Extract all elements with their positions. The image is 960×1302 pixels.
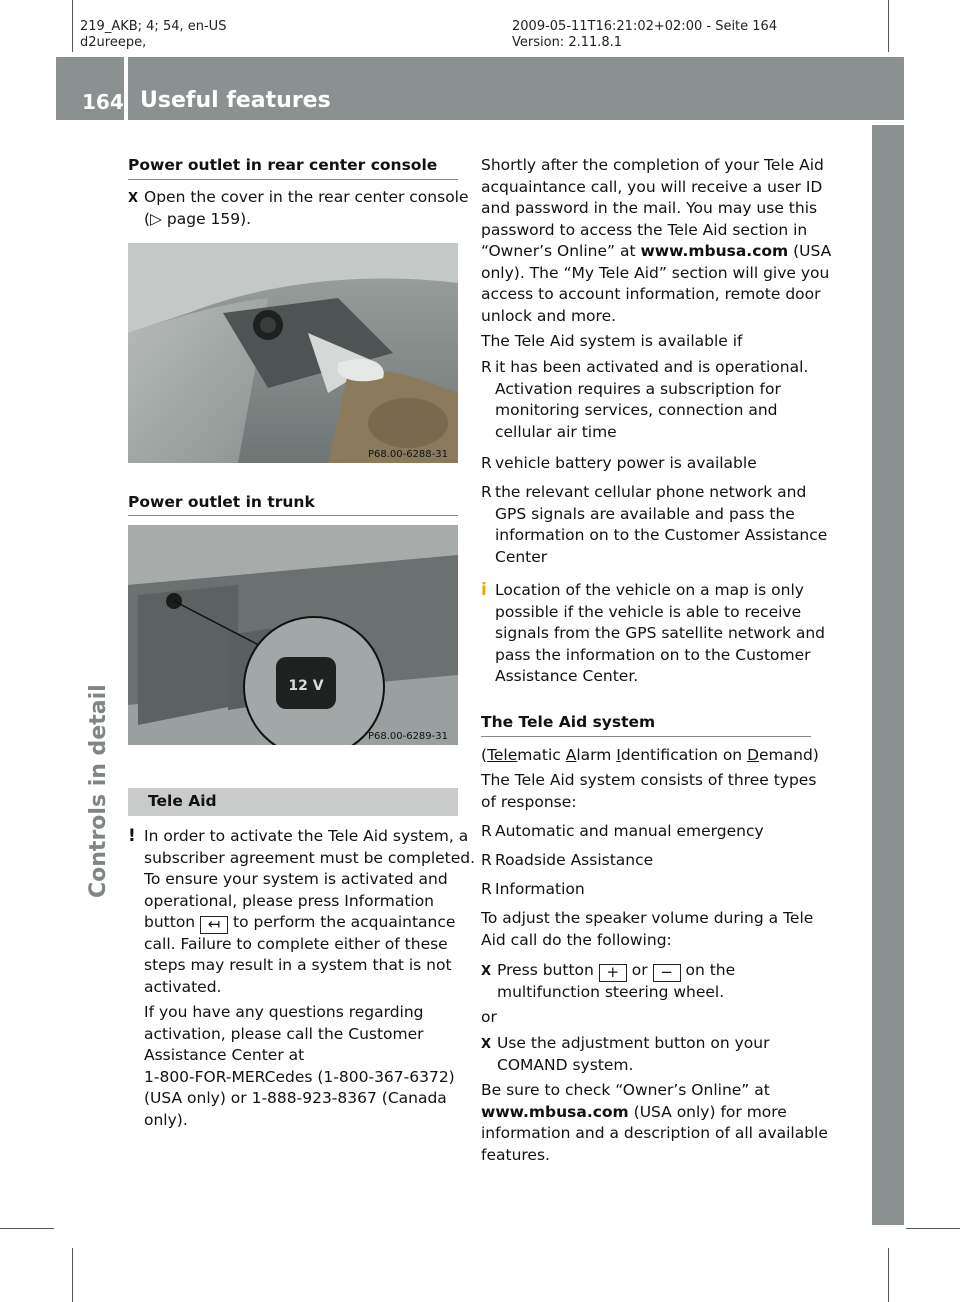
volume-up-icon: + [599, 964, 627, 982]
warning-note [128, 826, 476, 1146]
heading-rear-outlet: Power outlet in rear center console [128, 156, 438, 174]
press-text: Press button [497, 961, 594, 979]
bullet-line: information on to the Customer Assistance [495, 526, 828, 544]
consists-line: The Tele Aid system consists of three types [481, 771, 817, 789]
comand-line: COMAND system. [497, 1055, 634, 1074]
intro-line: unlock and more. [481, 306, 617, 325]
questions-line: Assistance Center at [144, 1046, 305, 1064]
step-marker: X [481, 1037, 492, 1052]
questions-line: (USA only) or 1-888-923-8367 (Canada [144, 1089, 447, 1107]
bullet-line: cellular air time [495, 422, 617, 441]
warning-line: activated. [144, 977, 222, 996]
mbusa-link[interactable]: www.mbusa.com [481, 1102, 629, 1121]
response-type: Roadside Assistance [495, 851, 654, 869]
warning-line: To ensure your system is activated and [144, 870, 448, 888]
bullet-line: monitoring services, connection and [495, 401, 778, 419]
trunk-illustration [128, 525, 458, 745]
acronym-part: ( [481, 746, 488, 764]
check-text: (USA only) for more [633, 1102, 787, 1121]
adjust-line: To adjust the speaker volume during a Tele [481, 909, 814, 927]
right-column [481, 155, 832, 695]
bullet-marker: R [481, 483, 492, 501]
chapter-sidebar [872, 125, 904, 1225]
crop-mark [888, 0, 889, 52]
step-marker: X [128, 191, 139, 206]
check-line-url [481, 1102, 787, 1124]
bullet-line: GPS signals are available and pass the [495, 504, 795, 523]
meta-line: Version: 2.11.8.1 [512, 35, 623, 50]
available-if: The Tele Aid system is available if [481, 332, 743, 350]
press-button-line [497, 960, 735, 982]
info-icon: i [481, 580, 487, 600]
press-text: multifunction steering wheel. [497, 982, 725, 1001]
warning-text: button [144, 913, 196, 931]
comand-line: Use the adjustment button on your [497, 1034, 770, 1052]
consists-line: of response: [481, 792, 577, 811]
chapter-title: Controls in detail [86, 684, 111, 898]
response-type: Automatic and manual emergency [495, 822, 764, 840]
intro-line-url [481, 241, 831, 263]
print-meta-left [80, 19, 226, 51]
heading-trunk-outlet: Power outlet in trunk [128, 493, 315, 511]
photo-code: P68.00-6288-31 [367, 449, 448, 460]
warning-line: call. Failure to complete either of these [144, 934, 448, 953]
info-line: pass the information on to the Customer [495, 645, 811, 664]
section-title: Useful features [140, 88, 331, 113]
trunk-photo [128, 525, 458, 745]
heading-rule [128, 515, 458, 516]
or-text: or [481, 1008, 497, 1026]
phone-number: 1-800-FOR-MERCedes (1-800-367-6372) [144, 1067, 455, 1086]
heading-rule [481, 736, 811, 737]
heading-teleaid-system: The Tele Aid system [481, 713, 656, 731]
teleaid-system-body [481, 745, 828, 1165]
bullet-marker: R [481, 822, 492, 840]
heading-teleaid: Tele Aid [148, 792, 217, 810]
step-marker: X [481, 964, 492, 979]
volume-down-icon: − [653, 964, 681, 982]
photo-code: P68.00-6289-31 [367, 731, 448, 742]
page-number: 164 [82, 90, 124, 114]
intro-text: (USA [793, 242, 832, 260]
crop-mark [0, 1228, 54, 1229]
intro-line: password to access the Tele Aid section in [481, 220, 808, 239]
warning-line: In order to activate the Tele Aid system, a [144, 827, 469, 845]
acronym-part: dentification on [620, 746, 748, 764]
bullet-marker: R [481, 880, 492, 898]
warning-mark: ! [128, 826, 136, 846]
bullet-line: it has been activated and is operational. [495, 358, 809, 376]
meta-line: 219_AKB; 4; 54, en-US [80, 19, 227, 34]
questions-line: activation, please call the Customer [144, 1024, 424, 1043]
acronym-part: larm [576, 746, 617, 764]
intro-line: access to account information, remote door [481, 285, 821, 303]
meta-line: 2009-05-11T16:21:02+02:00 - Seite 164 [512, 19, 778, 34]
rear-console-illustration [128, 243, 458, 463]
crop-mark [888, 1248, 889, 1302]
page-ref-link[interactable]: (▷ page 159). [144, 210, 252, 228]
intro-line: and password in the mail. You may use this [481, 199, 818, 217]
acronym-part: I [616, 746, 621, 764]
print-meta-right [512, 19, 777, 51]
acronym-line [481, 745, 819, 767]
info-line: Location of the vehicle on a map is only [495, 581, 804, 599]
press-text: or [631, 961, 648, 979]
info-line: Assistance Center. [495, 667, 639, 685]
adjust-line: Aid call do the following: [481, 930, 672, 949]
intro-line: acquaintance call, you will receive a user ID [481, 177, 823, 196]
header-divider [124, 55, 128, 121]
check-line: features. [481, 1145, 550, 1164]
check-line: Be sure to check “Owner’s Online” at [481, 1081, 770, 1099]
bullet-line: Activation requires a subscription for [495, 379, 781, 398]
acronym-part: matic [517, 746, 566, 764]
meta-line: d2ureepe, [80, 35, 147, 50]
acronym-part: Tele [487, 746, 518, 764]
info-line: possible if the vehicle is able to receive [495, 602, 802, 621]
check-line: information and a description of all available [481, 1124, 828, 1142]
bullet-line: the relevant cellular phone network and [495, 483, 807, 501]
response-type: Information [495, 880, 585, 898]
outlet-label: 12 V [288, 678, 324, 694]
intro-text: “Owner’s Online” at [481, 242, 636, 260]
intro-line: only). The “My Tele Aid” section will give you [481, 263, 830, 282]
bullet-line: Center [495, 547, 548, 566]
info-line: signals from the GPS satellite network and [495, 624, 826, 642]
bullet-marker: R [481, 851, 492, 869]
acronym-part: D [747, 746, 759, 764]
crop-mark [906, 1228, 960, 1229]
bullet-line: vehicle battery power is available [495, 454, 757, 472]
acronym-part: A [565, 746, 577, 764]
bullet-marker: R [481, 358, 492, 376]
questions-line: only). [144, 1110, 188, 1129]
crop-mark [72, 1248, 73, 1302]
crop-mark [72, 0, 73, 52]
heading-rule [128, 179, 458, 180]
press-text: on the [685, 961, 736, 979]
warning-line-button [144, 912, 455, 934]
step-text: Open the cover in the rear center console [144, 188, 469, 206]
bullet-marker: R [481, 454, 492, 472]
information-button-icon: ↤ [200, 916, 228, 934]
warning-line: operational, please press Information [144, 891, 435, 910]
warning-line: subscriber agreement must be completed. [144, 848, 476, 867]
warning-text: to perform the acquaintance [233, 913, 456, 931]
mbusa-link[interactable]: www.mbusa.com [640, 242, 789, 260]
warning-line: steps may result in a system that is not [144, 956, 452, 974]
questions-line: If you have any questions regarding [144, 1003, 424, 1021]
acronym-part: emand) [759, 746, 819, 764]
rear-console-photo [128, 243, 458, 463]
intro-line: Shortly after the completion of your Tele Aid [481, 156, 824, 174]
